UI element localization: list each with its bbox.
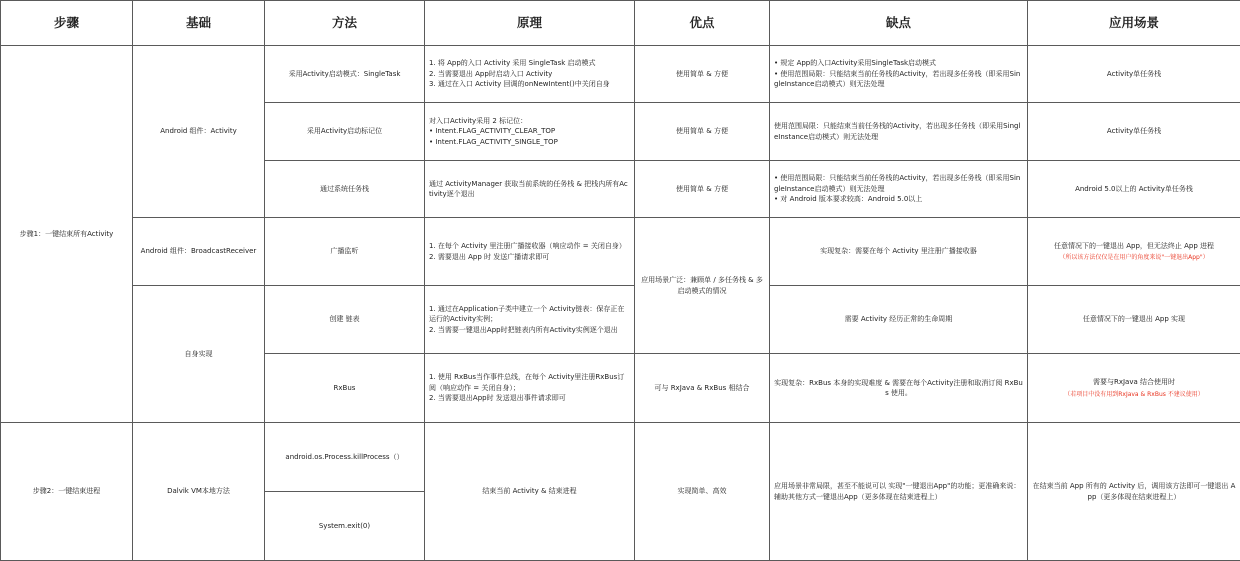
header-method: 方法 [265, 1, 425, 46]
principle-cell: 结束当前 Activity & 结束进程 [425, 423, 635, 561]
principle-line: 1. 使用 RxBus当作事件总线，在每个 Activity里注册RxBus订阅（响应动作 = 关闭自身）； [429, 372, 630, 393]
principle-line: 对入口Activity采用 2 标记位： [429, 116, 630, 127]
principle-line: 3. 通过在入口 Activity 回调的onNewIntent()中关闭自身 [429, 79, 630, 90]
scene-cell: Android 5.0以上的 Activity单任务栈 [1028, 161, 1240, 218]
scene-cell: Activity单任务栈 [1028, 103, 1240, 161]
method-cell: 采用Activity启动标记位 [265, 103, 425, 161]
header-cons: 缺点 [770, 1, 1028, 46]
pros-cell: 使用简单 & 方便 [635, 161, 770, 218]
cons-cell [770, 46, 1028, 103]
table-row [1, 286, 1240, 354]
cons-cell: 实现复杂：RxBus 本身的实现难度 & 需要在每个Activity注册和取消订阅 RxBus 使用。 [770, 354, 1028, 423]
header-scene: 应用场景 [1028, 1, 1240, 46]
step-1-cell: 步骤1：一键结束所有Activity [1, 46, 133, 423]
principle-line: 1. 将 App的入口 Activity 采用 SingleTask 启动模式 [429, 58, 630, 69]
scene-cell: Activity单任务栈 [1028, 46, 1240, 103]
principle-line: 1. 在每个 Activity 里注册广播接收器（响应动作 = 关闭自身） [429, 241, 630, 252]
method-cell: 广播监听 [265, 218, 425, 286]
pros-cell: 使用简单 & 方便 [635, 46, 770, 103]
scene-text: 任意情况下的一键退出 App，但无法终止 App 进程 [1032, 241, 1236, 252]
cons-line: • 使用范围局限：只能结束当前任务栈的Activity，若出现多任务栈（即采用SingleInstance启动模式）则无法处理 [774, 173, 1023, 194]
cons-line: • 使用范围局限：只能结束当前任务栈的Activity，若出现多任务栈（即采用SingleInstance启动模式）则无法处理 [774, 69, 1023, 90]
table-row [1, 423, 1240, 492]
principle-cell [425, 286, 635, 354]
table-row [1, 46, 1240, 103]
scene-note: （若项目中没有用到RxJava & RxBus 不建议使用） [1032, 390, 1236, 399]
base-receiver-cell: Android 组件：BroadcastReceiver [133, 218, 265, 286]
base-dalvik-cell: Dalvik VM本地方法 [133, 423, 265, 561]
header-base: 基础 [133, 1, 265, 46]
cons-cell [770, 103, 1028, 161]
principle-line: 通过 ActivityManager 获取当前系统的任务栈 & 把栈内所有Activity逐个退出 [429, 179, 630, 200]
cons-line: • 规定 App的入口Activity采用SingleTask启动模式 [774, 58, 1023, 69]
principle-cell [425, 103, 635, 161]
method-cell: 采用Activity启动模式：SingleTask [265, 46, 425, 103]
principle-cell [425, 354, 635, 423]
principle-line: • Intent.FLAG_ACTIVITY_CLEAR_TOP [429, 126, 630, 137]
method-cell: android.os.Process.killProcess（） [265, 423, 425, 492]
scene-cell: 任意情况下的一键退出 App 实现 [1028, 286, 1240, 354]
principle-line: 2. 当需要退出App时 发送退出事件请求即可 [429, 393, 630, 404]
cons-line: 使用范围局限：只能结束当前任务栈的Activity，若出现多任务栈（即采用SingleInstance启动模式）则无法处理 [774, 121, 1023, 142]
scene-text: 需要与RxJava 结合使用时 [1032, 377, 1236, 388]
cons-cell [770, 161, 1028, 218]
principle-line: 2. 需要退出 App 时 发送广播请求即可 [429, 252, 630, 263]
method-cell: System.exit(0) [265, 492, 425, 561]
step-2-cell: 步骤2：一键结束进程 [1, 423, 133, 561]
principle-cell [425, 46, 635, 103]
principle-line: • Intent.FLAG_ACTIVITY_SINGLE_TOP [429, 137, 630, 148]
principle-line: 1. 通过在Application子类中建立一个 Activity链表：保存正在运行的Activity实例； [429, 304, 630, 325]
method-cell: 通过系统任务栈 [265, 161, 425, 218]
cons-cell: 实现复杂：需要在每个 Activity 里注册广播接收器 [770, 218, 1028, 286]
pros-cell: 使用简单 & 方便 [635, 103, 770, 161]
scene-cell: 在结束当前 App 所有的 Activity 后，调用该方法即可一键退出 App（更多体现在结束进程上） [1028, 423, 1240, 561]
cons-cell: 应用场景非常局限，甚至不能说可以 实现"一键退出App"的功能；更准确来说：辅助其他方式一键退出App（更多体现在结束进程上） [770, 423, 1028, 561]
principle-cell [425, 161, 635, 218]
cons-cell: 需要 Activity 经历正常的生命周期 [770, 286, 1028, 354]
header-pros: 优点 [635, 1, 770, 46]
header-principle: 原理 [425, 1, 635, 46]
method-cell: RxBus [265, 354, 425, 423]
method-cell: 创建 链表 [265, 286, 425, 354]
table-row [1, 218, 1240, 286]
cons-line: • 对 Android 版本要求较高：Android 5.0以上 [774, 194, 1023, 205]
header-row [1, 1, 1240, 46]
scene-note: （所以该方法仅仅是在用户的角度来说"一键退出App"） [1032, 253, 1236, 262]
principle-line: 2. 当需要退出 App时启动入口 Activity [429, 69, 630, 80]
pros-cell: 可与 RxJava & RxBus 相结合 [635, 354, 770, 423]
base-activity-cell: Android 组件：Activity [133, 46, 265, 218]
scene-cell [1028, 354, 1240, 423]
header-step: 步骤 [1, 1, 133, 46]
principle-line: 2. 当需要一键退出App时把链表内所有Activity实例逐个退出 [429, 325, 630, 336]
scene-cell [1028, 218, 1240, 286]
shared-pros-cell: 应用场景广泛：兼顾单 / 多任务栈 & 多启动模式的情况 [635, 218, 770, 354]
pros-cell: 实现简单、高效 [635, 423, 770, 561]
base-self-cell: 自身实现 [133, 286, 265, 423]
principle-cell [425, 218, 635, 286]
